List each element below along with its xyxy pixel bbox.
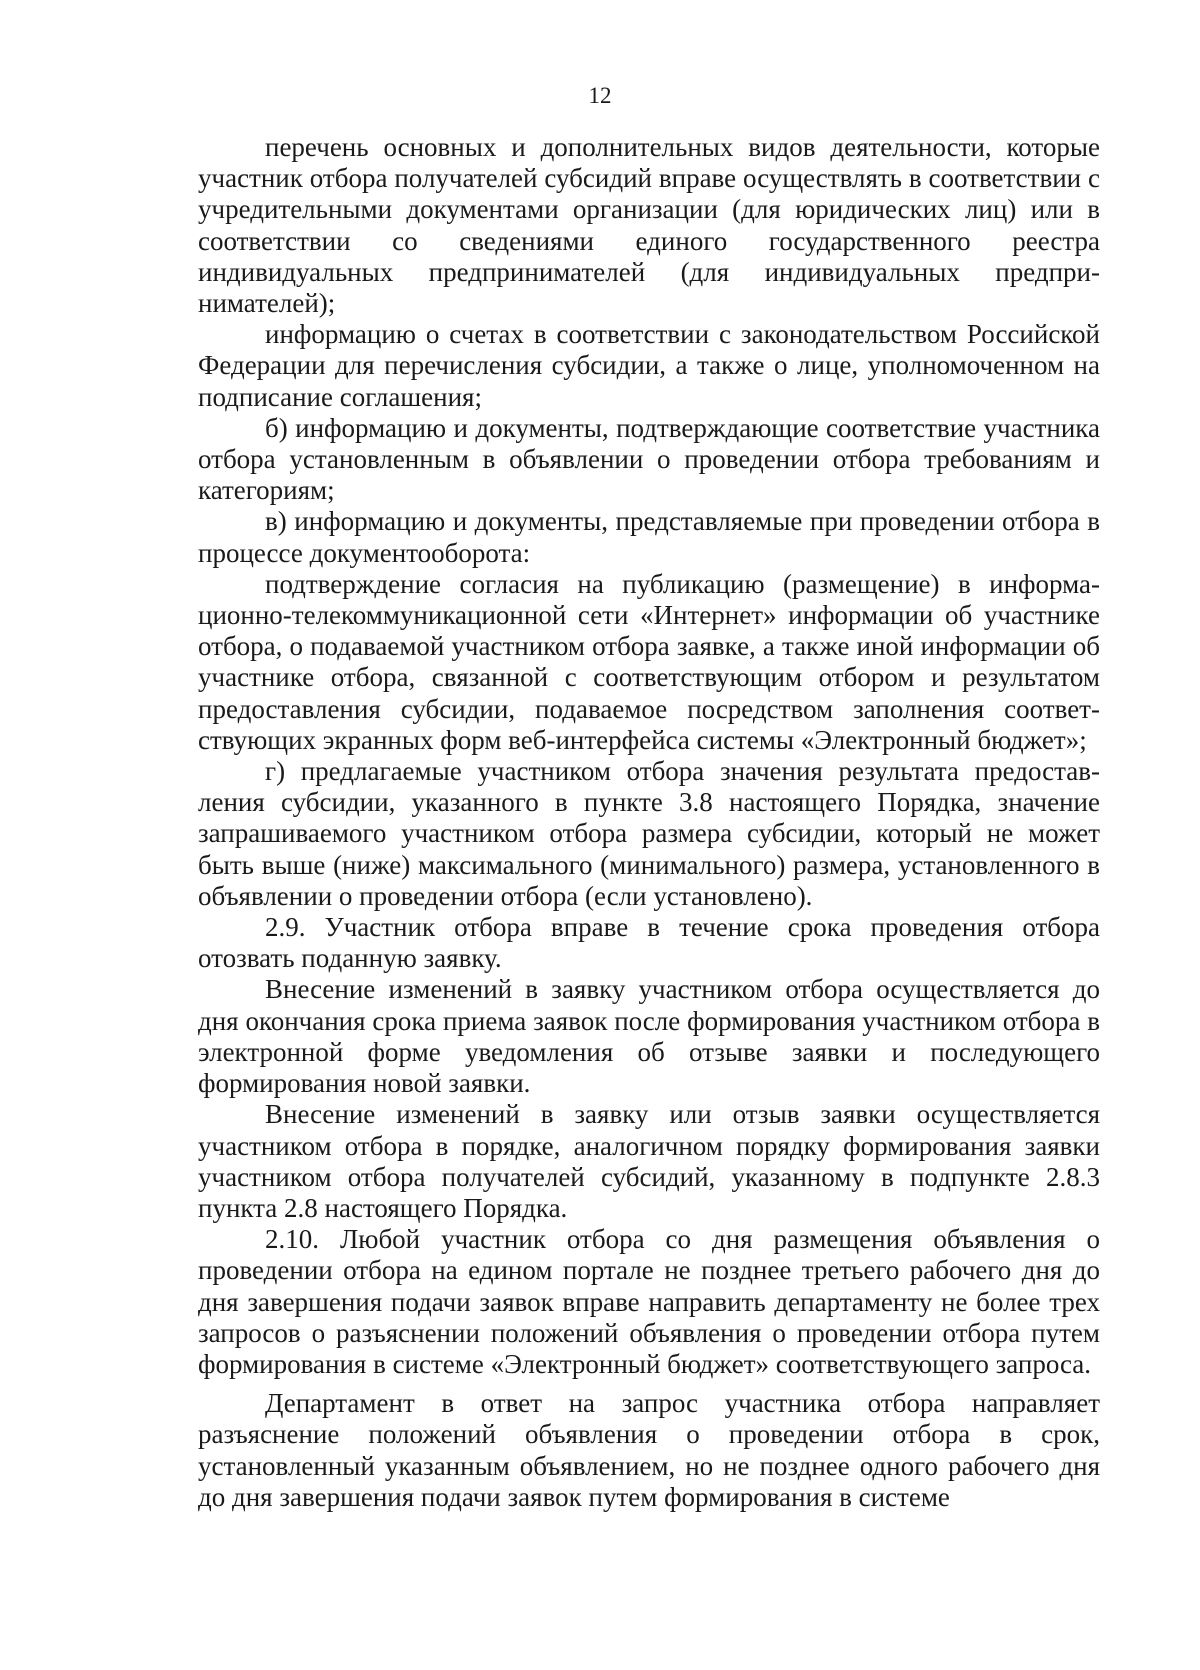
document-body: [198, 132, 1100, 1513]
paragraph-amendments: Внесение изменений в заявку участником отбора осуществляется до дня окончания срока приема заявок после формирования участником отбора в электронной форме уведомления об отзыве заявки и последующего формирования новой заявки.: [198, 974, 1100, 1099]
paragraph-amendment-procedure: Внесение изменений в заявку или отзыв заявки осуществляется участником отбора в порядке, аналогичном порядку формирования заявки участником отбора получателей субсидий, указанному в подпункте 2.8.3 пункта 2.8 настоящего Порядка.: [198, 1099, 1100, 1223]
paragraph-department-response: Департамент в ответ на запрос участника отбора направляет разъяснение положений объявления о проведении отбора в срок, установленный указанным объявлением, но не позднее одного рабочего дня до дня завершения подачи заявок путем формирования в системе: [198, 1388, 1100, 1512]
paragraph-activities-list: перечень основных и дополнительных видов деятельности, которые участник отбора получателей субсидий вправе осуществлять в соответствии с учредительными документами организации (для юридических лиц) или в соответствии со сведениями единого государственного реестра индивидуальных предпринимателей (для индивидуальных предпринимателей);: [198, 132, 1100, 319]
paragraph-2-10: 2.10. Любой участник отбора со дня размещения объявления о проведении отбора на едином портале не позднее третьего рабочего дня до дня завершения подачи заявок вправе направить департаменту не более трех запросов о разъяснении положений объявления о проведении отбора путем формирования в системе «Электронный бюджет» соответствующего запроса.: [198, 1224, 1100, 1379]
paragraph-item-b: б) информацию и документы, подтверждающие соответствие участника отбора установленным в объявлении о проведении отбора требованиям и категориям;: [198, 412, 1100, 506]
page-number: 12: [588, 83, 612, 108]
paragraph-bank-accounts: информацию о счетах в соответствии с законодательством Российской Федерации для перечисления субсидии, а также о лице, уполномоченном на подписание соглашения;: [198, 319, 1100, 412]
paragraph-2-9: 2.9. Участник отбора вправе в течение срока проведения отбора отозвать поданную заявку.: [198, 912, 1100, 974]
paragraph-publication-consent: подтверждение согласия на публикацию (размещение) в информационно-телекоммуникационной сети «Интернет» информации об участнике отбора, о подаваемой участником отбора заявке, а также иной информации об участнике отбора, связанной с соответствующим отбором и результатом предоставления субсидии, подаваемое посредством заполнения соответствующих экранных форм веб-интерфейса системы «Электронный бюджет»;: [198, 568, 1100, 755]
paragraph-item-g: г) предлагаемые участником отбора значения результата предоставления субсидии, указанного в пункте 3.8 настоящего Порядка, значение запрашиваемого участником отбора размера субсидии, который не может быть выше (ниже) максимального (минимального) размера, установленного в объявлении о проведении отбора (если установлено).: [198, 756, 1100, 911]
paragraph-item-v: в) информацию и документы, представляемые при проведении отбора в процессе документооборота:: [198, 506, 1100, 568]
